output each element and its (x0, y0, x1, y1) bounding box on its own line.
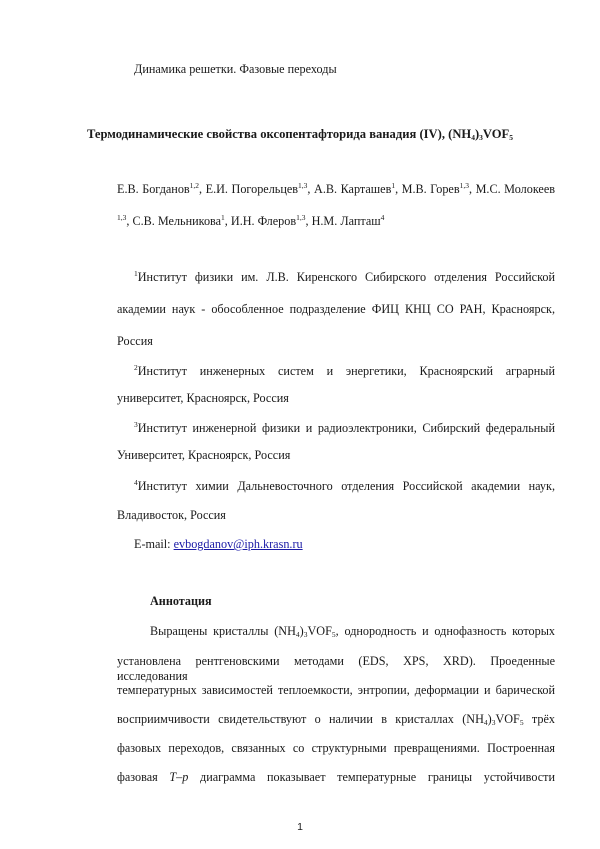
email-line (134, 537, 303, 552)
abstract-sub: 3 (491, 718, 496, 727)
author-affiliation: 1 (221, 213, 225, 222)
affiliation-text: Институт инженерных систем и энергетики, Красноярский аграрный (137, 364, 555, 378)
author-name: А.В. Карташев (314, 182, 392, 196)
abstract-italic: T (169, 770, 177, 784)
abstract-text: установлена рентгеновскими методами (EDS, XPS, XRD). Проеденные исследования (117, 654, 555, 683)
author-affiliation: 4 (380, 213, 385, 222)
abstract-sub: 4 (483, 718, 488, 727)
title-sub: 4 (471, 133, 475, 142)
affiliation-3-line-1 (134, 421, 555, 436)
abstract-text: – (176, 770, 183, 784)
email-label: E-mail: (134, 537, 174, 551)
author-affiliation: 1,3 (459, 181, 469, 190)
authors-line-2: $^{1,3}$, С.В. Мельникова$^1$, И.Н. Флеров$^{1,3}$, Н.М. Лапташ$^4$ (117, 213, 385, 228)
affiliation-text: академии наук - обособленное подразделение ФИЦ КНЦ СО РАН, Красноярск, (117, 302, 555, 316)
email-link[interactable]: evbogdanov@iph.krasn.ru (173, 537, 303, 551)
author-name: М.С. Молокеев (475, 182, 556, 196)
author-name: С.В. Мельникова (132, 214, 222, 228)
paper-title (0, 127, 600, 142)
author-affiliation: 1,3 (298, 181, 308, 190)
abstract-heading: Аннотация (150, 594, 212, 608)
title-sub: 3 (479, 133, 483, 142)
abstract-line-4 (117, 712, 555, 727)
affiliation-4-line-2: Владивосток, Россия (117, 508, 226, 522)
abstract-text: фазовая (117, 770, 170, 784)
abstract-line-6 (117, 770, 555, 785)
affiliation-number: 1 (134, 269, 138, 278)
title-sub: 5 (509, 133, 514, 142)
affiliation-text: Институт химии Дальневосточного отделения Российской академии наук, (137, 479, 555, 493)
abstract-text: VOF (495, 712, 520, 726)
author-affiliation: 1,3 (296, 213, 306, 222)
abstract-line-1 (150, 624, 555, 639)
abstract-text: , однородность и однофазность которых (335, 624, 555, 638)
abstract-text: фазовых переходов, связанных со структурными превращениями. Построенная (117, 741, 555, 755)
affiliation-2-line-2: университет, Красноярск, Россия (117, 391, 289, 405)
abstract-line-5 (117, 741, 555, 756)
section-title: Динамика решетки. Фазовые переходы (134, 62, 337, 76)
affiliation-number: 2 (134, 363, 138, 372)
affiliation-text: Институт инженерной физики и радиоэлектроники, Сибирский федеральный (137, 421, 555, 435)
abstract-sub: 5 (519, 718, 524, 727)
author-name: Н.М. Лапташ (311, 214, 381, 228)
affiliation-1-line-2 (117, 302, 555, 317)
author-affiliation: 1,3 (117, 213, 127, 222)
abstract-text: восприимчивости свидетельствуют о наличии в кристаллах (NH (117, 712, 484, 726)
author-name: И.Н. Флеров (230, 214, 297, 228)
affiliation-number: 4 (134, 478, 138, 487)
page-number: 1 (297, 821, 303, 833)
author-name: Е.В. Богданов (117, 182, 190, 196)
affiliation-4-line-1 (134, 479, 555, 494)
abstract-sub: 5 (331, 630, 336, 639)
abstract-italic: p (182, 770, 189, 784)
abstract-text: VOF (307, 624, 332, 638)
abstract-sub: 3 (303, 630, 308, 639)
author-affiliation: 1,2 (189, 181, 200, 190)
affiliation-3-line-2: Университет, Красноярск, Россия (117, 448, 291, 462)
authors-line-1: Е.В. Богданов$^{1,2}$, Е.И. Погорельцев$^{1,3}$, А.В. Карташев$^1$, М.В. Горев$^{1,3}$, М.С. Молокеев (117, 181, 556, 196)
affiliation-1-line-3: Россия (117, 334, 153, 348)
title-text: ) (474, 127, 480, 141)
affiliation-2-line-1 (134, 364, 555, 379)
author-name: М.В. Горев (401, 182, 460, 196)
abstract-text: трёх (523, 712, 556, 726)
affiliation-number: 3 (134, 420, 138, 429)
abstract-text: Выращены кристаллы (NH (150, 624, 296, 638)
abstract-text: диаграмма показывает температурные границы устойчивости (188, 770, 555, 784)
abstract-text: ) (487, 712, 492, 726)
abstract-text: ) (299, 624, 304, 638)
abstract-text: температурных зависимостей теплоемкости, энтропии, деформации и барической (117, 683, 555, 697)
author-affiliation: 1 (391, 181, 396, 190)
title-text: VOF (482, 127, 510, 141)
abstract-line-2 (117, 654, 555, 684)
affiliation-text: Институт физики им. Л.В. Киренского Сибирского отделения Российской (137, 270, 555, 284)
affiliation-1-line-1 (134, 270, 555, 285)
title-text: Термодинамические свойства оксопентафторида ванадия (IV), (NH (86, 127, 472, 141)
abstract-line-3 (117, 683, 555, 698)
author-name: Е.И. Погорельцев (205, 182, 299, 196)
abstract-sub: 4 (295, 630, 300, 639)
